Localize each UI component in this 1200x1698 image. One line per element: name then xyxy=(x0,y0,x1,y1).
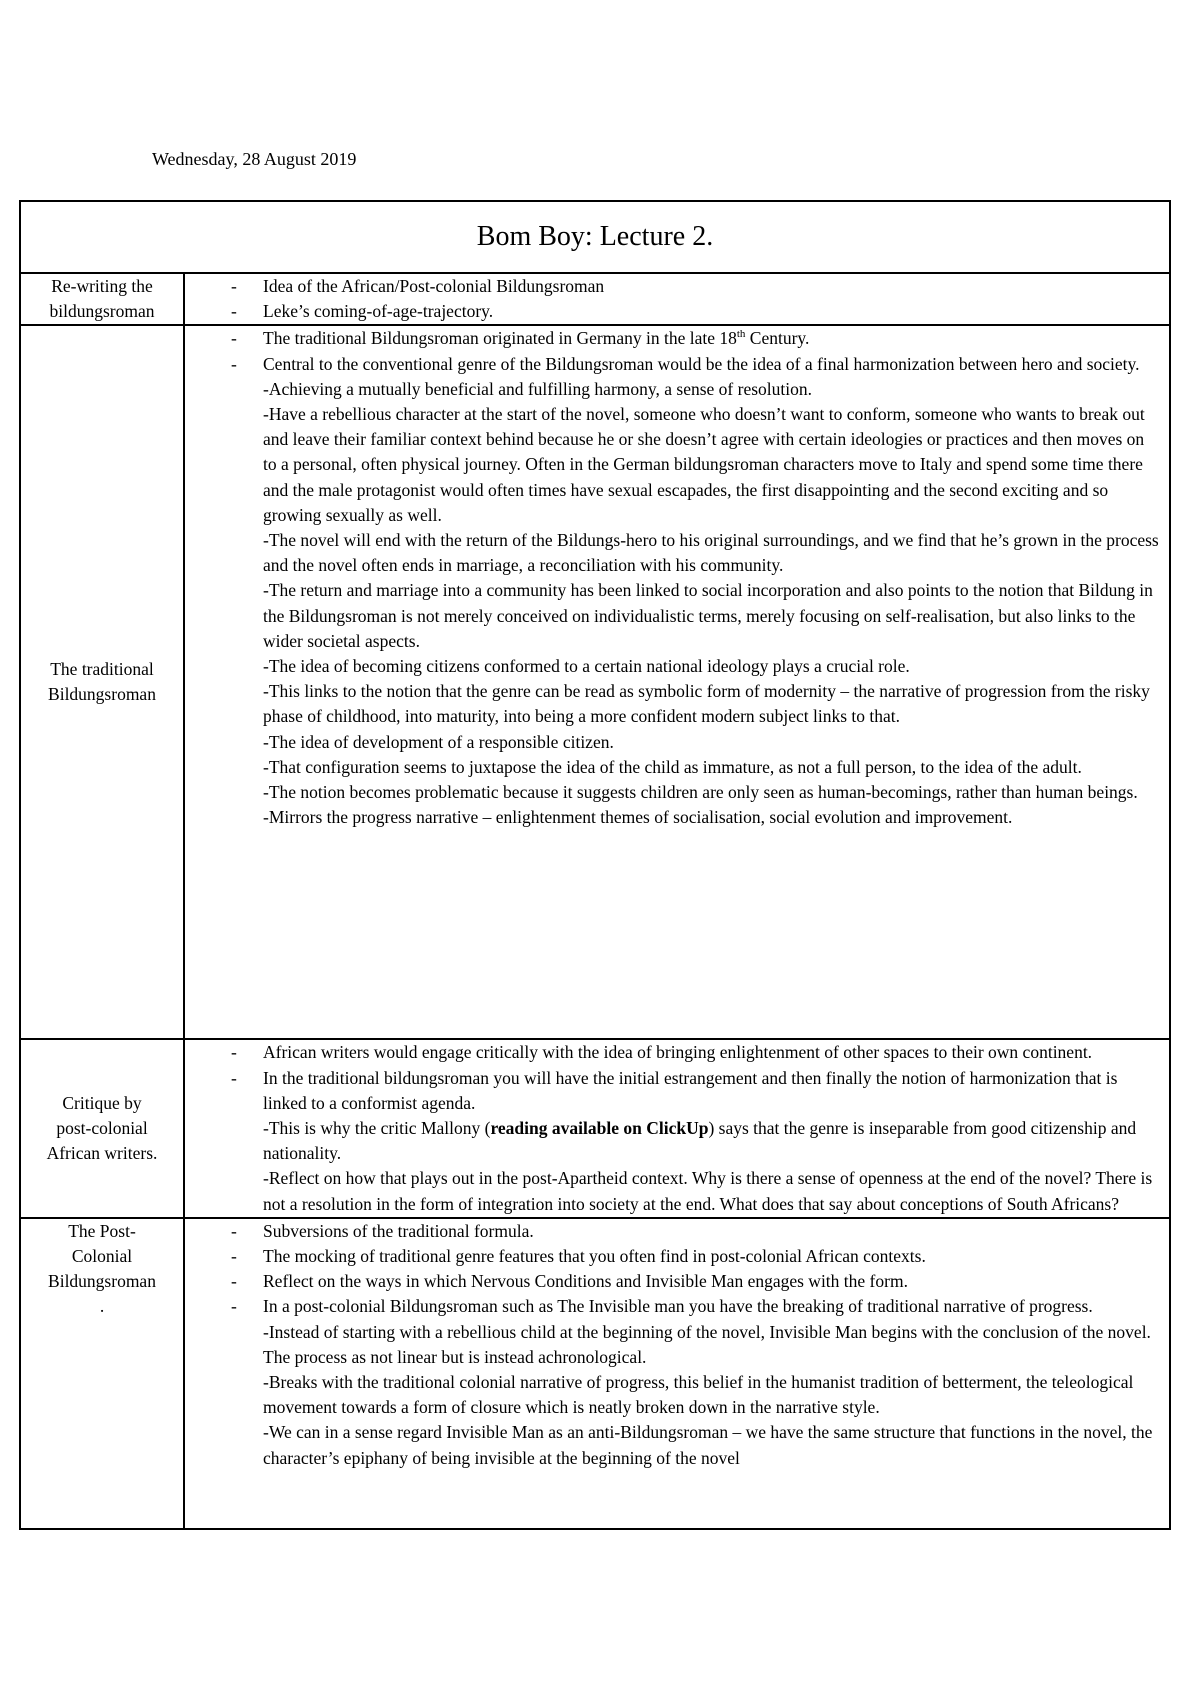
list-item: -The return and marriage into a community has been linked to social incorporation and also points to the notion that Bildung in the Bildungsroman is not merely conceived on individualistic terms, merely focusing on self-realisation, but also links to the wider societal aspects. xyxy=(263,580,1153,651)
document-date: Wednesday, 28 August 2019 xyxy=(152,149,357,169)
section-label-critique: Critique by post-colonial African writers. xyxy=(20,1039,184,1217)
section-content-postcolonial xyxy=(184,1218,1170,1529)
section-content-rewriting xyxy=(184,273,1170,325)
list-item: - Idea of the African/Post-colonial Bildungsroman xyxy=(185,274,1161,299)
list-item: - The mocking of traditional genre features that you often find in post-colonial African contexts. xyxy=(185,1244,1161,1269)
list-item: - In the traditional bildungsroman you will have the initial estrangement and then finally the notion of harmonization that is linked to a conformist agenda. xyxy=(185,1066,1161,1116)
list-item: -The novel will end with the return of the Bildungs-hero to his original surroundings, and we find that he’s grown in the process and the novel often ends in marriage, a reconciliation with his community. xyxy=(263,530,1159,576)
list-item: -This links to the notion that the genre can be read as symbolic form of modernity – the narrative of progression from the risky phase of childhood, into maturity, into being a more confident modern subject links to that. xyxy=(263,681,1150,727)
section-label-traditional: The traditional Bildungsroman xyxy=(20,325,184,1039)
lecture-notes-table xyxy=(19,200,1171,1530)
section-content-traditional xyxy=(184,325,1170,1039)
list-item: -The idea of development of a responsible citizen. xyxy=(263,731,614,752)
section-row-rewriting xyxy=(20,273,1170,325)
list-item: -Mirrors the progress narrative – enlightenment themes of socialisation, social evolution and improvement. xyxy=(263,807,1013,828)
list-item: -We can in a sense regard Invisible Man as an anti-Bildungsroman – we have the same structure that functions in the novel, the character’s epiphany of being invisible at the beginning of the novel xyxy=(263,1422,1153,1468)
list-item: -That configuration seems to juxtapose the idea of the child as immature, as not a full person, to the idea of the adult. xyxy=(263,756,1082,777)
list-item: -Achieving a mutually beneficial and fulfilling harmony, a sense of resolution. xyxy=(263,378,812,399)
section-row-traditional xyxy=(20,325,1170,1039)
list-item: -Have a rebellious character at the start of the novel, someone who doesn’t want to conform, someone who wants to break out and leave their familiar context behind because he or she doesn’t agree with certain ideologies or practices and then moves on to a personal, often physical journey. Often in the German bildungsroman characters move to Italy and spend some time there and the male protagonist would often times have sexual escapades, the first disappointing and the second exciting and so growing sexually as well. xyxy=(263,404,1145,525)
list-item: -Instead of starting with a rebellious child at the beginning of the novel, Invisible Man begins with the conclusion of the novel. The process as not linear but is instead achronological. xyxy=(263,1321,1151,1367)
list-item: - Leke’s coming-of-age-trajectory. xyxy=(185,299,1161,324)
list-item: - The traditional Bildungsroman originated in Germany in the late 18th Century. xyxy=(185,326,1161,351)
title-row xyxy=(20,201,1170,273)
section-label-rewriting: Re-writing the bildungsroman xyxy=(20,273,184,325)
list-item: -This is why the critic Mallony (reading available on ClickUp) says that the genre is inseparable from good citizenship and nationality. xyxy=(263,1118,1137,1164)
list-item: - Central to the conventional genre of the Bildungsroman would be the idea of a final harmonization between hero and society. xyxy=(185,352,1161,377)
section-row-critique xyxy=(20,1039,1170,1217)
list-item: -The idea of becoming citizens conformed to a certain national ideology plays a crucial role. xyxy=(263,656,910,677)
list-item: - Reflect on the ways in which Nervous Conditions and Invisible Man engages with the form. xyxy=(185,1269,1161,1294)
list-item: - Subversions of the traditional formula. xyxy=(185,1219,1161,1244)
lecture-title: Bom Boy: Lecture 2. xyxy=(20,201,1170,273)
section-label-postcolonial: The Post- Colonial Bildungsroman . xyxy=(20,1218,184,1529)
list-item: -Reflect on how that plays out in the post-Apartheid context. Why is there a sense of openness at the end of the novel? There is not a resolution in the form of integration into society at the end. What does that say about conceptions of South Africans? xyxy=(263,1168,1153,1214)
list-item: -Breaks with the traditional colonial narrative of progress, this belief in the humanist tradition of betterment, the teleological movement towards a form of closure which is neatly broken down in the narrative style. xyxy=(263,1372,1134,1418)
list-item: -The notion becomes problematic because it suggests children are only seen as human-becomings, rather than human beings. xyxy=(263,782,1138,803)
list-item: - African writers would engage critically with the idea of bringing enlightenment of other spaces to their own continent. xyxy=(185,1040,1161,1065)
list-item: - In a post-colonial Bildungsroman such as The Invisible man you have the breaking of traditional narrative of progress. xyxy=(185,1294,1161,1319)
section-row-postcolonial xyxy=(20,1218,1170,1529)
section-content-critique xyxy=(184,1039,1170,1217)
